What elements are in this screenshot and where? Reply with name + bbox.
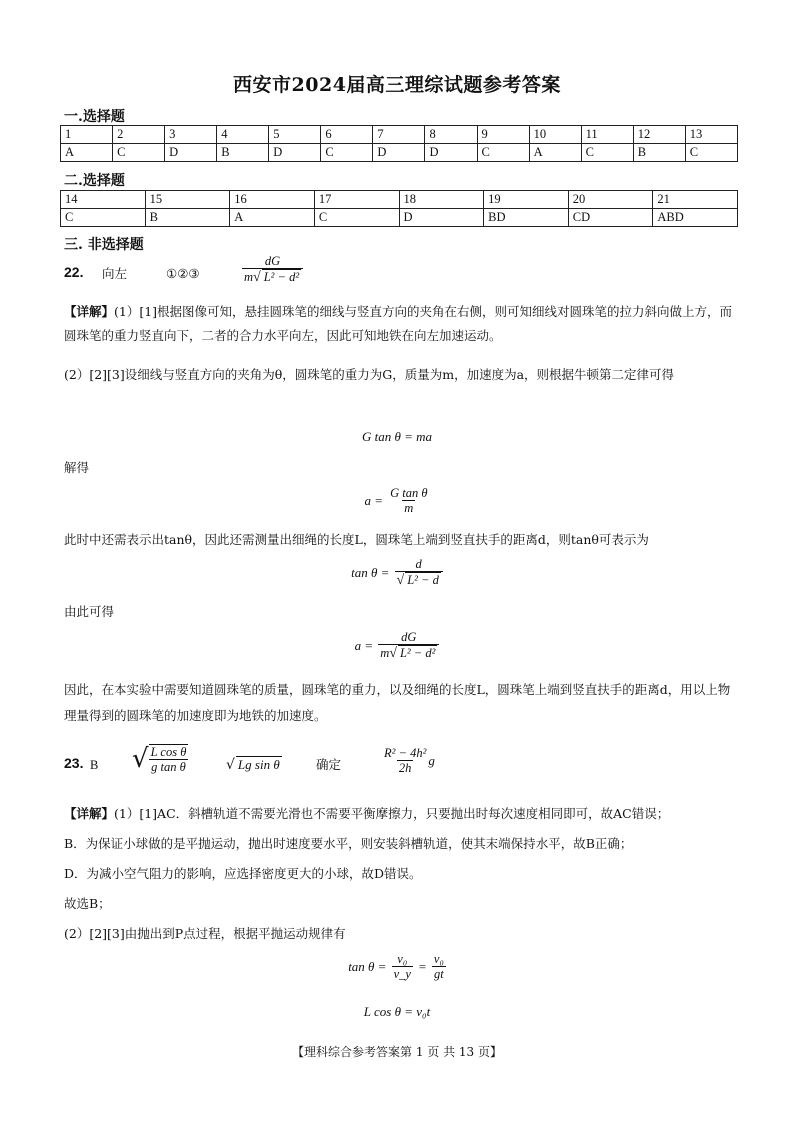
answer-cell: BD	[484, 209, 569, 227]
question-number-cell: 2	[113, 126, 165, 144]
table-row	[61, 126, 738, 144]
question-number-cell: 4	[217, 126, 269, 144]
answer-cell: C	[581, 144, 633, 162]
answer-cell: D	[425, 144, 477, 162]
answer-cell: A	[230, 209, 315, 227]
answer-cell: C	[314, 209, 399, 227]
question-number-cell: 14	[61, 191, 146, 209]
q23-detail-p3: D．为减小空气阻力的影响，应选择密度更大的小球，故D错误。	[64, 866, 422, 881]
question-number-cell: 1	[61, 126, 113, 144]
q22-solve-label: 解得	[64, 460, 90, 475]
answer-cell: ABD	[653, 209, 738, 227]
answer-cell: D	[399, 209, 484, 227]
q22-equation-4: a = $\frac{dG}{\text{m√ L² − d²}}$	[0, 630, 794, 661]
section-heading-choice-2: 二.选择题	[64, 173, 125, 189]
q22-answer-1: 向左	[102, 266, 128, 281]
answer-cell: B	[633, 144, 685, 162]
answer-cell: D	[165, 144, 217, 162]
answer-cell: C	[113, 144, 165, 162]
answer-cell: B	[145, 209, 230, 227]
q23-detail-p1: 【详解】(1）[1]AC．斜槽轨道不需要光滑也不需要平衡摩擦力，只要抛出时每次速度相同即可，故AC错误；	[64, 806, 670, 821]
answer-cell: D	[373, 144, 425, 162]
question-number-cell: 12	[633, 126, 685, 144]
q23-detail-p2: B．为保证小球做的是平抛运动，抛出时速度要水平，则安装斜槽轨道，使其末端保持水平，故B正确；	[64, 836, 633, 851]
q23-answer-5: $\frac{\text{R² − 4h²}}{2h}$ g	[384, 746, 435, 775]
q22-equation-1: G tan θ = ma	[361, 429, 433, 444]
q23-detail-p5: (2）[2][3]由抛出到P点过程，根据平抛运动规律有	[64, 926, 346, 941]
q22-detail-p3: 此时中还需表示出tanθ，因此还需测量出细绳的长度L，圆珠笔上端到竖直扶手的距离d，则tanθ可表示为	[64, 532, 649, 547]
q22-thus-label: 由此可得	[64, 604, 115, 619]
q23-detail-p4: 故选B；	[64, 896, 111, 911]
answer-cell: C	[321, 144, 373, 162]
table-row	[61, 144, 738, 162]
q22-answer-3: $\frac{dG}{\text{m√ L² − d²}}$	[242, 254, 303, 285]
question-number-cell: 16	[230, 191, 315, 209]
section-heading-choice-1: 一.选择题	[64, 109, 125, 125]
question-number-cell: 20	[568, 191, 653, 209]
answer-cell: A	[61, 144, 113, 162]
answer-cell: A	[529, 144, 581, 162]
answer-cell: CD	[568, 209, 653, 227]
answer-cell: B	[217, 144, 269, 162]
table-row	[61, 209, 738, 227]
question-number-cell: 6	[321, 126, 373, 144]
section-heading-nonchoice: 三. 非选择题	[64, 237, 144, 253]
page-title: 西安市2024届高三理综试题参考答案	[233, 74, 561, 96]
question-number-22: 22.	[64, 264, 84, 280]
q23-answer-3: √ Lg sin θ	[226, 757, 280, 773]
q23-answer-4: 确定	[316, 757, 342, 772]
q23-equation-1: tan θ = $\frac{\text{v₀}}{v\_y}$ = $\frac{\text{v₀}}{gt}$	[348, 952, 444, 981]
q22-detail-p4: 因此，在本实验中需要知道圆珠笔的质量，圆珠笔的重力，以及细绳的长度L，圆珠笔上端到竖直扶手的距离d，用以上物理量得到的圆珠笔的加速度即为地铁的加速度。	[64, 682, 731, 723]
answer-table-1	[60, 125, 738, 162]
q22-equation-3: tan θ = $\frac{d}{\text{√ L² − d}}$	[0, 557, 794, 588]
page-footer: 【理科综合参考答案第 1 页 共 13 页】	[292, 1045, 502, 1059]
q22-equation-2: a = $\frac{\text{G tan θ}}{m}$	[364, 486, 428, 515]
question-number-cell: 8	[425, 126, 477, 144]
q23-answer-1: B	[90, 758, 99, 772]
question-number-cell: 10	[529, 126, 581, 144]
answer-table-2	[60, 190, 738, 227]
q23-answer-2: √ $\frac{\text{L cos θ}}{\text{g tan θ}}$	[132, 744, 187, 774]
question-number-cell: 17	[314, 191, 399, 209]
answer-cell: C	[61, 209, 146, 227]
question-number-cell: 13	[685, 126, 737, 144]
question-number-cell: 9	[477, 126, 529, 144]
question-number-cell: 7	[373, 126, 425, 144]
question-number-cell: 3	[165, 126, 217, 144]
q22-detail-p2: (2）[2][3]设细线与竖直方向的夹角为θ，圆珠笔的重力为G，质量为m，加速度为a，则根据牛顿第二定律可得	[64, 367, 675, 382]
question-number-cell: 11	[581, 126, 633, 144]
q23-equation-2: L cos θ = v₀t	[363, 1004, 431, 1019]
question-number-cell: 19	[484, 191, 569, 209]
table-row	[61, 191, 738, 209]
question-number-cell: 21	[653, 191, 738, 209]
answer-cell: C	[685, 144, 737, 162]
question-number-cell: 15	[145, 191, 230, 209]
question-number-cell: 18	[399, 191, 484, 209]
answer-cell: D	[269, 144, 321, 162]
q22-detail-p1: 【详解】(1）[1]根据图像可知，悬挂圆珠笔的细线与竖直方向的夹角在右侧，则可知细线对圆珠笔的拉力斜向做上方，而圆珠笔的重力竖直向下，二者的合力水平向左，因此可知地铁在向左加速运动。	[64, 304, 733, 343]
q22-answer-2: ①②③	[166, 266, 200, 281]
question-number-23: 23.	[64, 755, 84, 771]
question-number-cell: 5	[269, 126, 321, 144]
answer-cell: C	[477, 144, 529, 162]
